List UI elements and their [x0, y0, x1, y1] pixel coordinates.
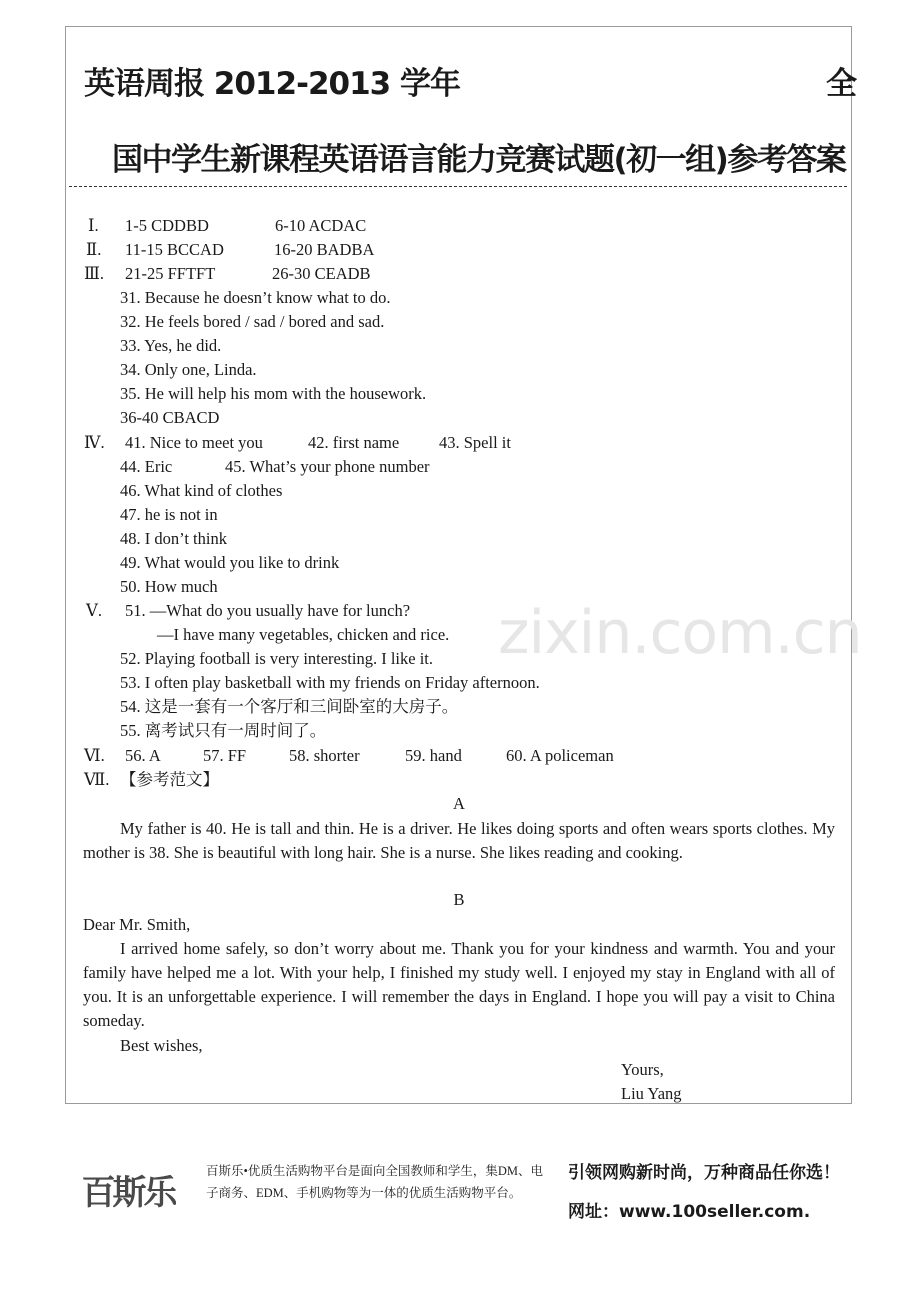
- section-marker-1: Ⅰ.: [88, 216, 99, 235]
- answer-35: 35. He will help his mom with the housework.: [120, 384, 427, 403]
- page-title-line1: 英语周报 2012-2013 学年: [84, 66, 461, 102]
- answer-21-25: 21-25 FFTFT: [125, 264, 216, 283]
- section-marker-3: Ⅲ.: [84, 264, 105, 283]
- section-marker-2: Ⅱ.: [86, 240, 102, 259]
- footer-description: 百斯乐•优质生活购物平台是面向全国教师和学生，集DM、电子商务、EDM、手机购物等为一体的优质生活购物平台。: [206, 1164, 544, 1200]
- svg-text:百斯乐: 百斯乐: [81, 1173, 175, 1213]
- answer-52: 52. Playing football is very interesting. I like it.: [120, 649, 433, 668]
- answer-26-30: 26-30 CEADB: [272, 264, 371, 283]
- answer-56: 56. A: [125, 746, 161, 765]
- answer-49: 49. What would you like to drink: [120, 553, 340, 572]
- section-marker-6: Ⅵ.: [84, 746, 105, 765]
- answer-47: 47. he is not in: [120, 505, 218, 524]
- essay-b-text: I arrived home safely, so don’t worry about me. Thank you for your kindness and warmth. You and your family have helped me a lot. With your help, I finished my study well. I enjoyed my stay in England with all of you. It is an unforgettable experience. I will remember the days in England. I hope you will pay a visit to China someday.: [83, 939, 835, 1030]
- section-marker-5: Ⅴ.: [86, 601, 103, 620]
- letter-signature: Liu Yang: [621, 1084, 682, 1103]
- answer-16-20: 16-20 BADBA: [274, 240, 375, 259]
- watermark: zixin.com.cn: [498, 598, 862, 668]
- page-title-line2: 国中学生新课程英语语言能力竞赛试题(初一组)参考答案: [112, 142, 846, 178]
- answer-33: 33. Yes, he did.: [120, 336, 222, 355]
- answer-31: 31. Because he doesn’t know what to do.: [120, 288, 391, 307]
- answer-48: 48. I don’t think: [120, 529, 227, 548]
- answer-34: 34. Only one, Linda.: [120, 360, 257, 379]
- answer-53: 53. I often play basketball with my friends on Friday afternoon.: [120, 673, 540, 692]
- answer-41: 41. Nice to meet you: [125, 433, 263, 452]
- answer-1-5: 1-5 CDDBD: [125, 216, 209, 235]
- answer-60: 60. A policeman: [506, 746, 614, 765]
- answer-59: 59. hand: [405, 746, 462, 765]
- answer-55: 55. 离考试只有一周时间了。: [120, 721, 327, 740]
- section-marker-7: Ⅶ.: [84, 770, 110, 789]
- answer-57: 57. FF: [203, 746, 247, 765]
- footer-url[interactable]: 网址：www.100seller.com.: [568, 1202, 811, 1222]
- answer-42: 42. first name: [308, 433, 400, 452]
- answer-51-reply: —I have many vegetables, chicken and rice.: [157, 625, 450, 644]
- answer-43: 43. Spell it: [439, 433, 511, 452]
- answer-46: 46. What kind of clothes: [120, 481, 283, 500]
- essay-a-text: My father is 40. He is tall and thin. He is a driver. He likes doing sports and often wears sports clothes. My mother is 38. She is beautiful with long hair. She is a nurse. She likes reading and cooking.: [83, 819, 835, 862]
- answer-44: 44. Eric: [120, 457, 173, 476]
- brand-logo: [80, 1152, 176, 1228]
- title-divider: [69, 186, 847, 187]
- answer-50: 50. How much: [120, 577, 218, 596]
- answer-11-15: 11-15 BCCAD: [125, 240, 224, 259]
- answer-51-question: 51. —What do you usually have for lunch?: [125, 601, 411, 620]
- sample-essay-label: 【参考范文】: [120, 770, 219, 789]
- footer-slogan: 引领网购新时尚，万种商品任你选！: [568, 1163, 840, 1183]
- answer-6-10: 6-10 ACDAC: [275, 216, 367, 235]
- essay-b-label: B: [453, 890, 465, 909]
- letter-greeting: Dear Mr. Smith,: [83, 915, 191, 934]
- answer-58: 58. shorter: [289, 746, 360, 765]
- section-marker-4: Ⅳ.: [84, 433, 105, 452]
- answer-36-40: 36-40 CBACD: [120, 408, 220, 427]
- answer-32: 32. He feels bored / sad / bored and sad.: [120, 312, 385, 331]
- page-title-line1-end: 全: [826, 66, 857, 102]
- letter-closing: Best wishes,: [120, 1036, 203, 1055]
- answer-45: 45. What’s your phone number: [225, 457, 430, 476]
- essay-a-label: A: [453, 794, 465, 813]
- letter-sign-yours: Yours,: [621, 1060, 664, 1079]
- answer-54: 54. 这是一套有一个客厅和三间卧室的大房子。: [120, 697, 459, 716]
